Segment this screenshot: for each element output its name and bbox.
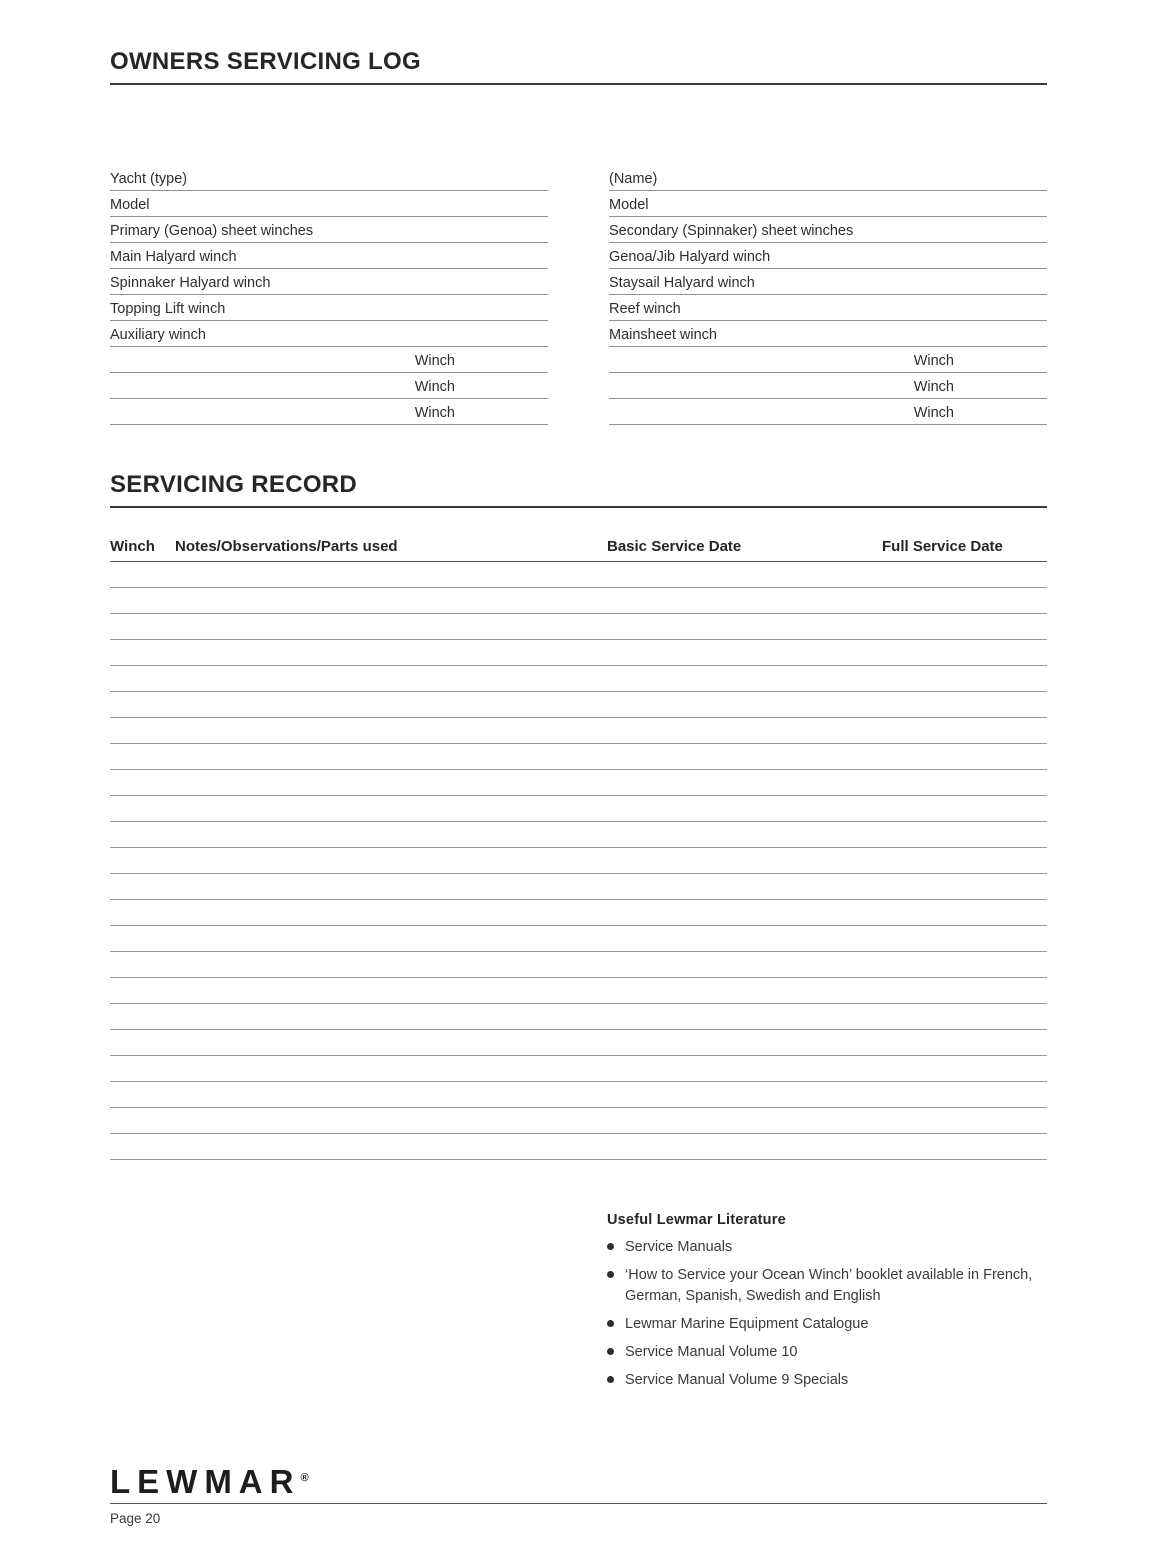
form-field-label: Main Halyard winch <box>110 248 237 265</box>
owner-form-right-column <box>609 165 1047 425</box>
form-field-label: Mainsheet winch <box>609 326 717 343</box>
record-blank-row <box>110 978 1047 1004</box>
form-field-label: (Name) <box>609 170 658 187</box>
record-blank-row <box>110 900 1047 926</box>
form-field-row <box>609 243 1047 269</box>
form-field-label: Genoa/Jib Halyard winch <box>609 248 771 265</box>
winch-field-label: Winch <box>414 404 455 421</box>
form-field-label: Topping Lift winch <box>110 300 226 317</box>
winch-field-row <box>110 373 548 399</box>
bullet-icon <box>607 1348 614 1355</box>
form-field-label: Yacht (type) <box>110 170 188 187</box>
right-fields-list <box>609 165 1047 347</box>
servicing-record-rows <box>110 562 1047 1160</box>
winch-field-label: Winch <box>913 352 954 369</box>
literature-item-text: Service Manual Volume 9 Specials <box>625 1372 849 1389</box>
winch-field-row <box>609 373 1047 399</box>
winch-field-row <box>110 347 548 373</box>
literature-list <box>607 1237 1047 1391</box>
lewmar-logo-text: LEWMAR <box>110 1462 301 1500</box>
literature-item-text: Service Manuals <box>625 1239 733 1255</box>
bullet-icon <box>607 1376 614 1383</box>
lewmar-logo <box>110 1464 1047 1500</box>
literature-item <box>607 1342 1047 1363</box>
form-field-row <box>110 243 548 269</box>
form-field-row <box>110 165 548 191</box>
record-blank-row <box>110 562 1047 588</box>
form-field-row <box>609 295 1047 321</box>
record-blank-row <box>110 926 1047 952</box>
winch-field-label: Winch <box>913 378 954 395</box>
winch-field-label: Winch <box>414 378 455 395</box>
form-field-row <box>110 269 548 295</box>
literature-title: Useful Lewmar Literature <box>607 1212 786 1228</box>
literature-item-text: Service Manual Volume 10 <box>625 1344 798 1361</box>
winch-field-row <box>609 347 1047 373</box>
column-header-notes: Notes/Observations/Parts used <box>175 538 398 555</box>
owner-form-left-column <box>110 165 548 425</box>
literature-item <box>607 1370 1047 1391</box>
page-footer <box>110 1464 1047 1530</box>
record-blank-row <box>110 848 1047 874</box>
form-field-row <box>110 191 548 217</box>
right-winch-list <box>609 347 1047 425</box>
owner-form <box>110 165 1047 425</box>
bullet-icon <box>607 1320 614 1327</box>
record-blank-row <box>110 1108 1047 1134</box>
form-field-label: Reef winch <box>609 300 681 317</box>
literature-item <box>607 1314 1047 1335</box>
form-field-row <box>609 165 1047 191</box>
left-fields-list <box>110 165 548 347</box>
record-blank-row <box>110 666 1047 692</box>
literature-item-text: Lewmar Marine Equipment Catalogue <box>625 1316 869 1333</box>
record-blank-row <box>110 822 1047 848</box>
form-field-row <box>609 191 1047 217</box>
winch-field-row <box>110 399 548 425</box>
servicing-record-title: SERVICING RECORD <box>110 471 1047 508</box>
form-field-row <box>609 269 1047 295</box>
form-field-row <box>110 295 548 321</box>
form-field-label: Auxiliary winch <box>110 326 206 343</box>
record-blank-row <box>110 874 1047 900</box>
form-field-row <box>609 321 1047 347</box>
record-blank-row <box>110 718 1047 744</box>
winch-field-label: Winch <box>414 352 455 369</box>
winch-field-label: Winch <box>913 404 954 421</box>
record-blank-row <box>110 1030 1047 1056</box>
record-blank-row <box>110 796 1047 822</box>
record-blank-row <box>110 640 1047 666</box>
bullet-icon <box>607 1243 614 1250</box>
page-title: OWNERS SERVICING LOG <box>110 48 1047 85</box>
registered-trademark-icon: ® <box>300 1471 309 1484</box>
form-field-row <box>110 217 548 243</box>
form-field-row <box>609 217 1047 243</box>
bullet-icon <box>607 1271 614 1278</box>
literature-item <box>607 1265 1047 1307</box>
record-blank-row <box>110 1004 1047 1030</box>
record-blank-row <box>110 1056 1047 1082</box>
record-blank-row <box>110 588 1047 614</box>
literature-item <box>607 1237 1047 1258</box>
column-header-basic-service-date: Basic Service Date <box>607 538 742 555</box>
column-header-full-service-date: Full Service Date <box>882 538 1003 555</box>
record-blank-row <box>110 1082 1047 1108</box>
record-blank-row <box>110 770 1047 796</box>
form-field-label: Model <box>110 196 150 213</box>
servicing-record-header <box>110 538 1047 562</box>
form-field-label: Secondary (Spinnaker) sheet winches <box>609 222 854 239</box>
form-field-label: Model <box>609 196 649 213</box>
record-blank-row <box>110 692 1047 718</box>
record-blank-row <box>110 614 1047 640</box>
form-field-label: Staysail Halyard winch <box>609 274 755 291</box>
form-field-label: Spinnaker Halyard winch <box>110 274 271 291</box>
record-blank-row <box>110 952 1047 978</box>
winch-field-row <box>609 399 1047 425</box>
left-winch-list <box>110 347 548 425</box>
page-number: Page 20 <box>110 1511 161 1526</box>
record-blank-row <box>110 1134 1047 1160</box>
form-field-label: Primary (Genoa) sheet winches <box>110 222 314 239</box>
footer-divider <box>110 1503 1047 1504</box>
literature-item-text: ‘How to Service your Ocean Winch’ booklet available in French, German, Spanish, Swedish and English <box>625 1267 1033 1305</box>
record-blank-row <box>110 744 1047 770</box>
literature-section <box>607 1212 1047 1391</box>
form-field-row <box>110 321 548 347</box>
column-header-winch: Winch <box>110 538 155 555</box>
